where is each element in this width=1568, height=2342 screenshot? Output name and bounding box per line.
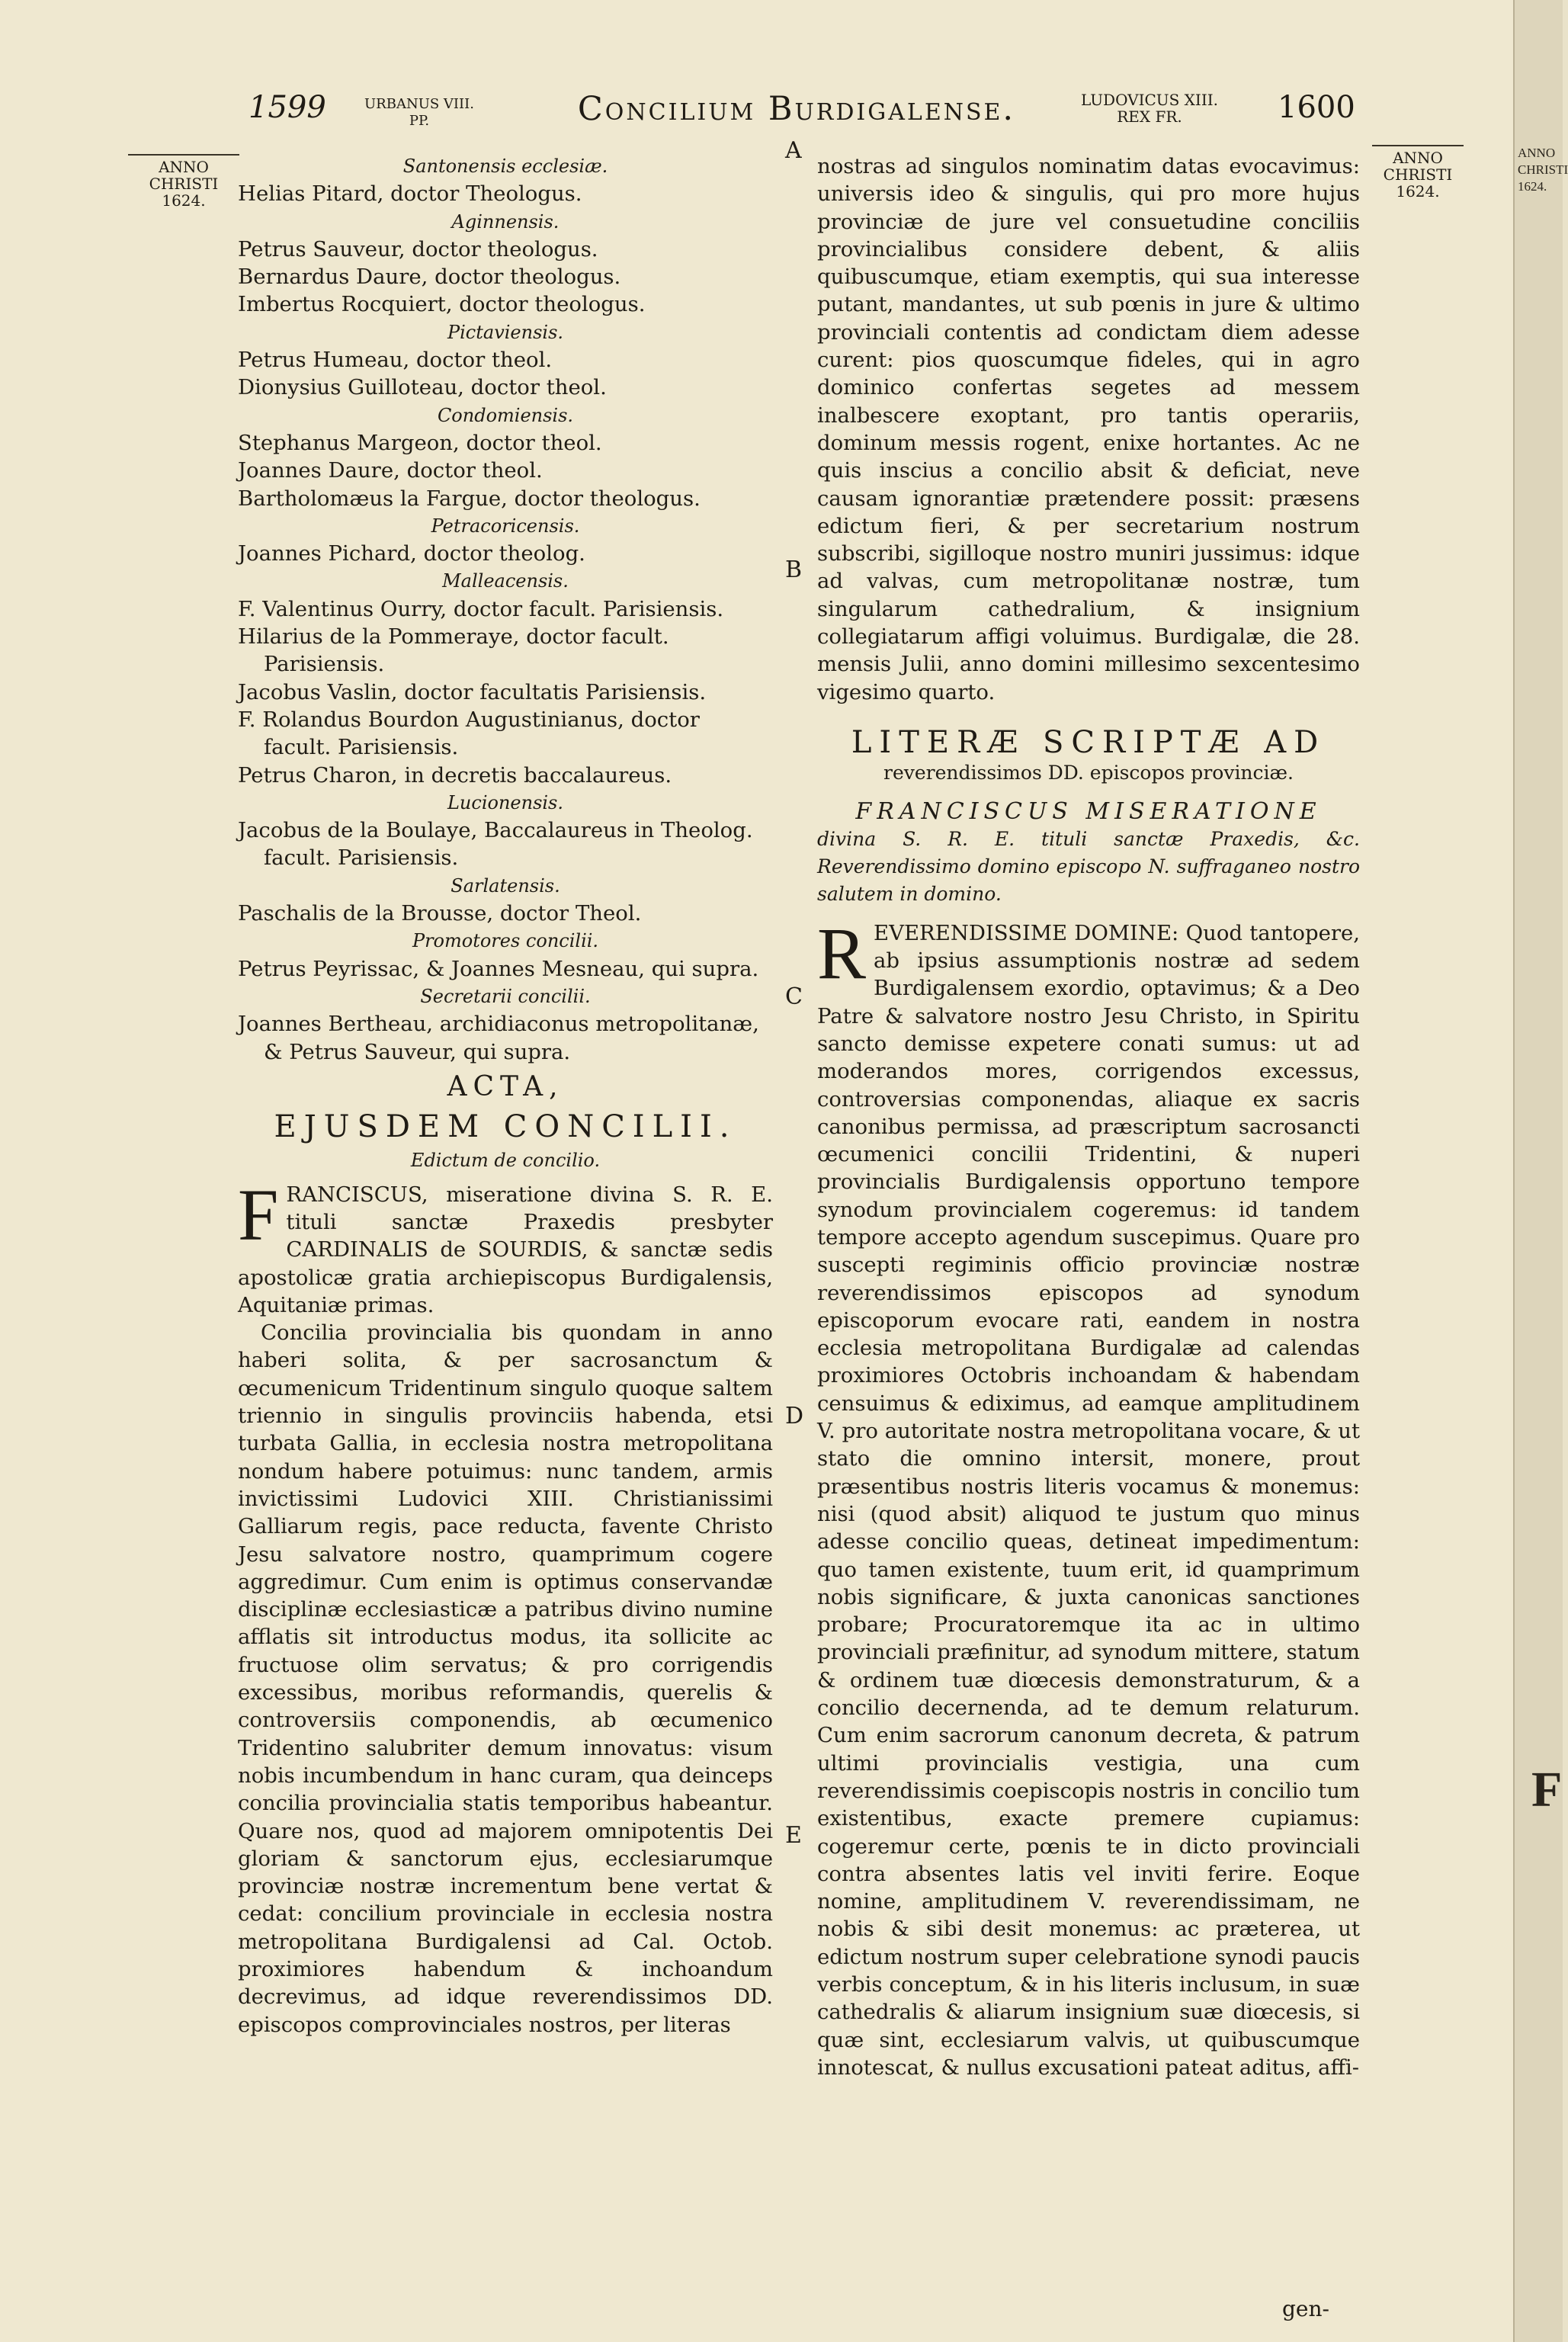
attendee-entry: Bernardus Daure, doctor theologus. <box>238 265 621 290</box>
diocese-heading: Promotores concilii. <box>412 930 599 952</box>
page-number-left: 1599 <box>249 90 326 125</box>
attendee-entry: Jacobus Vaslin, doctor facultatis Parisiensis. <box>238 679 707 704</box>
margin-christi: CHRISTI <box>149 175 219 193</box>
margin-year-left <box>128 154 239 209</box>
diocese-heading: Aginnensis. <box>451 210 560 233</box>
edict-continuation: nostras ad singulos nominatim datas evocavimus: universis ideo & singulis, qui pro more hujus provinciæ de jure vel consuetudine conciliis provincialibus considere debent, & aliis quibuscumque, etiam exemptis, qui sua interesse putant, mandantes, ut sub pœnis in jure & ultimo provinciali contentis ad condictam diem adesse curent: pios quoscumque fideles, qui in agro dominico confertas segetes ad messem inalbescere exoptant, pro tantis operariis, dominum messis rogent, enixe hortantes. Ac ne quis inscius a concilio absit & deficiat, neve causam ignorantiæ prætendere possit: præsens edictum fieri, & per secretarium nostrum subscribi, sigilloque nostro muniri jussimus: idque ad valvas, cum metropolitanæ nostræ, tum singularum cathedralium, & insignium collegiatarum affigi voluimus. Burdigalæ, die 28. mensis Julii, anno domini millesimo sexcentesimo vigesimo quarto. <box>817 154 1360 704</box>
attendee-entry: Joannes Daure, doctor theol. <box>238 458 543 483</box>
edge-drop-cap: F <box>1531 1762 1563 1817</box>
diocese-heading: Petracoricensis. <box>431 515 580 537</box>
pontiff-name: URBANUS VIII. <box>364 96 474 112</box>
attendee-entry: F. Valentinus Ourry, doctor facult. Parisiensis. <box>238 596 724 621</box>
section-letter-a: A <box>785 137 802 164</box>
attendee-entry: Joannes Bertheau, archidiaconus metropolitanæ, & Petrus Sauveur, qui supra. <box>238 1012 759 1064</box>
letter-text: Quod tantopere, ab ipsius assumptionis nostræ ad sedem Burdigalensem exordio, optavimus; & a Deo Patre & salvatore nostro Jesu Christo, in Spiritu sancto demisse expetere conati sumus: ut ad moderandos mores, corrigendos excessus, controversias componendas, aliaque ex sacris canonibus permissa, ad præscriptum sacrosancti œcumenici concilii Tridentini, & nuperi provincialis Burdigalensis opportuno tempore synodum provincialem cogeremus: id tandem tempore accepto agendum suscepimus. Quare pro suscepti regiminis officio provinciæ nostræ reverendissimos episcopos ad synodum episcoporum evocare rati, eandem in nostra ecclesia metropolitana Burdigalæ ad calendas proximiores Octobris inchoandam & habendam censuimus & ediximus, ad eamque amplitudinem V. pro autoritate nostra metropolitana vocare, & ut stato die omnino intersit, monere, prout præsentibus nostris literis vocamus & monemus: nisi (quod absit) aliquod te justum quo minus adesse concilio queas, detineat impedimentum: quo tamen existente, tuum erit, id quamprimum nobis significare, & juxta canonicas sanctiones probare; Procuratoremque ita ac in ultimo provinciali præfinitur, ad synodum mittere, statum & ordinem tuæ diœcesis demonstraturum, & a concilio decernenda, ad te demum relaturum. Cum enim sacrorum canonum decreta, & patrum ultimi provincialis vestigia, una cum reverendissimis coepiscopis nostris in concilio tum existentibus, exacte premere cupiamus: cogeremur certe, pœnis te in dicto provinciali contra absentes latis vel inviti ferire. Eoque nomine, amplitudinem V. reverendissimam, ne nobis & sibi desit monemus: ac præterea, ut edictum nostrum super celebratione synodi paucis verbis conceptum, & in his literis inclusum, in suæ cathedralis & aliarum insignium suæ diœcesis, si quæ sint, ecclesiarum valvis, ut quibuscumque innotescat, & nullus excusationi pateat aditus, affi- <box>817 920 1361 2080</box>
edge-anno: ANNO <box>1518 146 1556 160</box>
acta-heading: ACTA, <box>447 1070 564 1102</box>
king-name: LUDOVICUS XIII. <box>1081 91 1218 109</box>
catchword: gen- <box>1282 2296 1329 2321</box>
king-title: REX FR. <box>1117 107 1182 126</box>
attendee-entry: Stephanus Margeon, doctor theol. <box>238 430 602 455</box>
diocese-heading: Secretarii concilii. <box>420 985 591 1007</box>
pontiff-title: PP. <box>409 113 430 129</box>
literae-subheading: reverendissimos DD. episcopos provinciæ. <box>883 762 1294 784</box>
attendee-entry: Bartholomæus la Fargue, doctor theologus. <box>238 486 701 511</box>
attendee-entry: Petrus Peyrissac, & Joannes Mesneau, qui supra. <box>238 956 759 981</box>
pontiff-label <box>364 96 474 130</box>
edict-opening <box>238 1173 773 1319</box>
franciscus-heading: FRANCISCUS MISERATIONE <box>855 797 1322 825</box>
section-letter-c: C <box>785 983 803 1010</box>
attendee-entry: Hilarius de la Pommeraye, doctor facult. Parisiensis. <box>238 624 669 677</box>
attendee-entry: Jacobus de la Boulaye, Baccalaureus in Theolog. facult. Parisiensis. <box>238 818 753 871</box>
diocese-heading: Condomiensis. <box>437 404 574 426</box>
attendee-entry: Dionysius Guilloteau, doctor theol. <box>238 375 607 400</box>
diocese-heading: Malleacensis. <box>442 570 569 592</box>
attendee-entry: Imbertus Rocquiert, doctor theologus. <box>238 292 646 317</box>
margin-year: 1624. <box>162 191 206 210</box>
attendee-entry: Petrus Humeau, doctor theol. <box>238 348 553 373</box>
attendee-list <box>238 152 773 1066</box>
margin-christi: CHRISTI <box>1383 165 1453 184</box>
attendee-entry: Petrus Charon, in decretis baccalaureus. <box>238 762 672 788</box>
left-column <box>238 152 773 2039</box>
margin-anno: ANNO <box>1393 149 1443 167</box>
adjacent-page-edge <box>1513 0 1568 2342</box>
margin-anno: ANNO <box>159 158 209 176</box>
drop-cap-r: R <box>817 912 867 994</box>
edict-opening-text: RANCISCUS, miseratione divina S. R. E. tituli sanctæ Praxedis presbyter CARDINALIS de SOURDIS, & sanctæ sedis apostolicæ gratia archiepiscopus Burdigalensis, Aquitaniæ primas. <box>238 1182 773 1317</box>
section-letter-d: D <box>785 1403 804 1429</box>
king-label <box>1081 91 1218 125</box>
letter-lead: EVERENDISSIME DOMINE: <box>874 920 1179 945</box>
diocese-heading: Lucionensis. <box>447 791 563 813</box>
diocese-heading: Santonensis ecclesiæ. <box>402 156 608 177</box>
franciscus-salutation: divina S. R. E. tituli sanctæ Praxedis, &c. Reverendissimo domino episcopo N. suffraganeo nostro salutem in domino. <box>817 827 1360 906</box>
edge-christi: CHRISTI <box>1518 162 1568 177</box>
attendee-entry: F. Rolandus Bourdon Augustinianus, doctor facult. Parisiensis. <box>238 707 700 760</box>
edictum-heading: Edictum de concilio. <box>410 1150 601 1172</box>
diocese-heading: Pictaviensis. <box>447 321 564 343</box>
attendee-entry: Paschalis de la Brousse, doctor Theol. <box>238 901 642 926</box>
section-letter-e: E <box>785 1822 802 1849</box>
page-number-right: 1600 <box>1278 90 1355 125</box>
attendee-entry: Helias Pitard, doctor Theologus. <box>238 181 582 207</box>
attendee-entry: Petrus Sauveur, doctor theologus. <box>238 236 598 261</box>
edge-year: 1624. <box>1518 179 1547 194</box>
attendee-entry: Joannes Pichard, doctor theolog. <box>238 541 585 566</box>
right-column <box>817 152 1360 2081</box>
diocese-heading: Sarlatensis. <box>451 874 560 897</box>
margin-year: 1624. <box>1396 182 1440 201</box>
section-letter-b: B <box>785 557 803 583</box>
drop-cap-f: F <box>238 1173 279 1256</box>
edge-margin-year <box>1518 145 1568 195</box>
letter-body <box>817 912 1361 2081</box>
running-header <box>0 90 1513 136</box>
ejusdem-heading: EJUSDEM CONCILII. <box>274 1109 737 1145</box>
edict-body: Concilia provincialia bis quondam in anno haberi solita, & per sacrosanctum & œcumenicum Tridentinum singulo quoque saltem triennio in singulis provinciis habenda, etsi turbata Gallia, in ecclesia nostra metropolitana nondum habere potuimus: nunc tandem, armis invictissimi Ludovici XIII. Christianissimi Galliarum regis, pace reducta, favente Christo Jesu salvatore nostro, quamprimum cogere aggredimur. Cum enim is optimus conservandæ disciplinæ ecclesiasticæ a patribus divino numine afflatis sit introductus modus, ita sollicite ac fructuose olim servatus; & pro corrigendis excessibus, moribus reformandis, querelis & controversiis componendis, ab œcumenico Tridentino salubriter demum innovatus: visum nobis incumbendum in hanc curam, qua deinceps concilia provincialia statis temporibus habeantur. Quare nos, quod ad majorem omnipotentis Dei gloriam & sanctorum ejus, ecclesiarumque provinciæ nostræ incrementum bene vertat & cedat: concilium provinciale in ecclesia nostra metropolitana Burdigalensi ad Cal. Octob. proximiores habendum & inchoandum decrevimus, ad idque reverendissimos DD. episcopos comprovinciales nostros, per literas <box>238 1320 773 2037</box>
literae-heading: LITERÆ SCRIPTÆ AD <box>851 724 1326 760</box>
running-title: Concilium Burdigalense. <box>577 90 1016 128</box>
margin-year-right <box>1372 145 1464 200</box>
